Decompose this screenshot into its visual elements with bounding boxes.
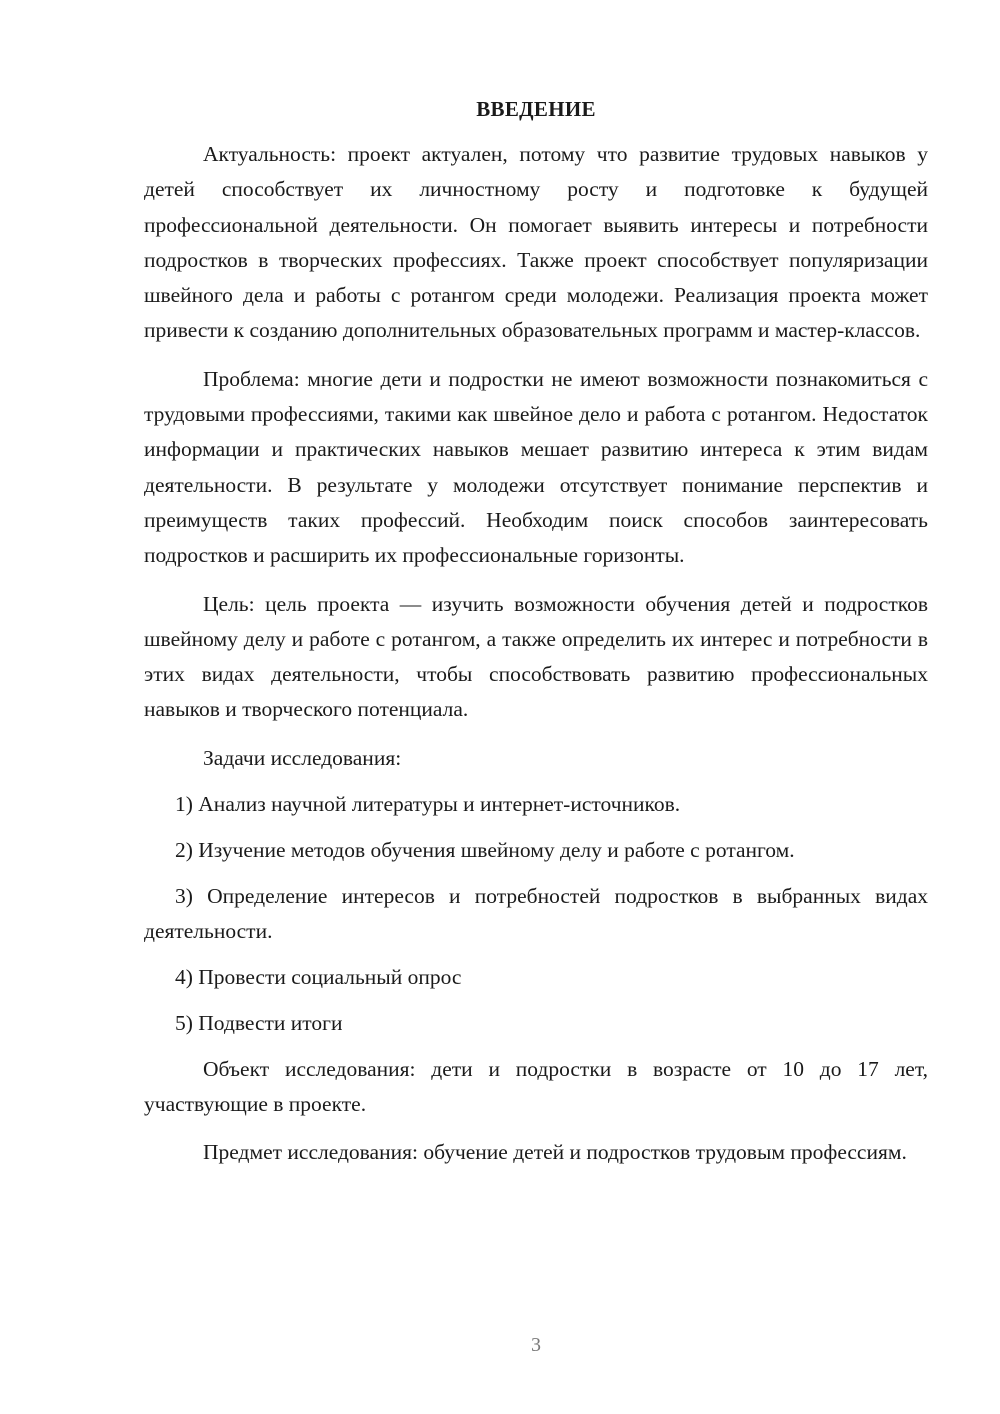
page-number: 3: [531, 1334, 541, 1356]
paragraph-object: Объект исследования: дети и подростки в возрасте от 10 до 17 лет, участвующие в проекте.: [144, 1056, 928, 1117]
paragraph-problem: Проблема: многие дети и подростки не имеют возможности познакомиться с трудовыми профессиями, такими как швейное дело и работа с ротангом. Недостаток информации и практических навыков мешает развитию интереса к этим видам деятельности. В результате у молодежи отсутствует понимание перспектив и преимуществ таких профессий. Необходим поиск способов заинтересовать подростков и расширить их профессиональные горизонты.: [144, 366, 928, 568]
tasks-list: [144, 787, 928, 1041]
paragraph-relevance: Актуальность: проект актуален, потому что развитие трудовых навыков у детей способствует их личностному росту и подготовке к будущей профессиональной деятельности. Он помогает выявить интересы и потребности подростков в творческих профессиях. Также проект способствует популяризации швейного дела и работы с ротангом среди молодежи. Реализация проекта может привести к созданию дополнительных образовательных программ и мастер-классов.: [144, 142, 928, 343]
task-item-3: 3) Определение интересов и потребностей подростков в выбранных видах деятельности.: [144, 883, 928, 943]
task-item-2: 2) Изучение методов обучения швейному делу и работе с ротангом.: [175, 837, 795, 862]
task-item-5: 5) Подвести итоги: [175, 1010, 343, 1035]
page-content: [144, 94, 928, 1184]
section-title: ВВЕДЕНИЕ: [476, 97, 596, 121]
task-item-1: 1) Анализ научной литературы и интернет-источников.: [175, 791, 681, 816]
task-item-4: 4) Провести социальный опрос: [175, 964, 462, 989]
paragraph-goal: Цель: цель проекта — изучить возможности обучения детей и подростков швейному делу и работе с ротангом, а также определить их интерес и потребности в этих видах деятельности, чтобы способствовать развитию профессиональных навыков и творческого потенциала.: [144, 591, 928, 722]
paragraph-subject: Предмет исследования: обучение детей и подростков трудовым профессиям.: [203, 1140, 907, 1165]
tasks-heading: Задачи исследования:: [203, 745, 402, 770]
